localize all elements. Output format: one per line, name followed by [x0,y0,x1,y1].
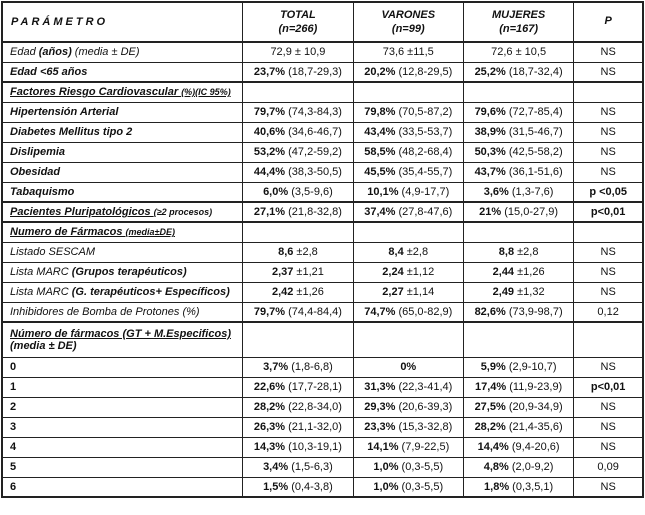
cell-ibp-p: 0,12 [574,302,643,322]
row-label-n6 [2,477,243,497]
cell-farmacos-gt-section-varones [353,322,463,357]
cell-lista-marc-gt-mujeres [463,262,573,282]
value-main: 40,6% [253,126,286,138]
label-segment: (G. terapéuticos+ Específicos) [71,286,230,298]
cell-farmacos-gt-section-total [243,322,353,357]
cell-hipertension-p: NS [574,102,643,122]
cell-n4-total [243,437,353,457]
label-segment: Edad [10,46,39,59]
row-label-lista-marc-gte [2,282,243,302]
label-segment: (%)(IC 95%) [181,87,231,98]
value-main: 4,8% [483,461,509,473]
cell-n5-mujeres [463,457,573,477]
cell-dislipemia-mujeres [463,142,573,162]
cell-n6-varones [353,477,463,497]
label-segment: 1 [10,381,17,393]
value-ci: ±2,8 [514,246,539,258]
cell-factores-riesgo-section-p [574,82,643,102]
value-main: 17,4% [474,381,507,393]
label-segment: (media ± DE) [71,46,140,59]
cell-edad-menor-65-mujeres [463,62,573,82]
table-row-ibp [2,302,643,322]
col-header-p [574,2,643,42]
value-ci: (73,9-98,7) [505,305,563,318]
cell-n4-varones [353,437,463,457]
value-ci: (0,3,5,1) [509,480,554,493]
value-ci: (22,8-34,0) [285,401,342,413]
value-ci: ±1,14 [403,286,435,298]
value-ci: (21,1-32,0) [285,421,342,433]
cell-diabetes-mujeres [463,122,573,142]
cell-numero-farmacos-section-mujeres [463,222,573,242]
label-segment: 6 [10,480,17,493]
cell-tabaquismo-total [243,182,353,202]
value-ci: (42,5-58,2) [505,146,563,158]
value-ci: 73,6 ±11,5 [382,46,434,59]
cell-obesidad-varones [353,162,463,182]
value-main: 20,2% [364,65,396,78]
value-main: 79,7% [253,305,286,318]
cell-lista-marc-gte-mujeres [463,282,573,302]
cell-diabetes-total [243,122,353,142]
cell-farmacos-gt-section-p [574,322,643,357]
cell-dislipemia-p: NS [574,142,643,162]
cell-tabaquismo-mujeres [463,182,573,202]
row-label-ibp [2,302,243,322]
table-row-tabaquismo [2,182,643,202]
label-segment: Lista MARC [10,286,72,298]
value-ci: (10,3-19,1) [285,441,342,453]
value-ci: (22,3-41,4) [395,381,453,393]
col-header-parametro: PARÁMETRO [2,2,243,42]
cell-obesidad-p: NS [574,162,643,182]
value-ci: (4,9-17,7) [398,185,450,198]
value-ci: (1,8-6,8) [288,361,333,373]
value-main: 50,3% [474,146,506,158]
table-row-n6 [2,477,643,497]
value-main: 79,8% [364,106,396,118]
value-main: 14,3% [253,441,286,453]
cell-ibp-varones [353,302,463,322]
value-main: 3,6% [483,185,509,198]
cell-n0-total [243,357,353,377]
cell-n6-p: NS [574,477,643,497]
value-ci: (18,7-32,4) [505,65,563,78]
value-ci: (35,4-55,7) [395,166,453,178]
value-ci: (0,3-5,5) [398,480,444,493]
row-label-listado-sescam [2,242,243,262]
cell-farmacos-gt-section-mujeres [463,322,573,357]
value-ci: 72,6 ± 10,5 [491,46,547,59]
results-table [1,1,644,498]
table-row-farmacos-gt-section [2,322,643,357]
value-main: 31,3% [364,381,396,393]
value-main: 23,3% [364,421,396,433]
row-label-n1 [2,377,243,397]
cell-edad-menor-65-total [243,62,353,82]
value-main: 14,1% [367,441,399,453]
label-segment: (media±DE) [125,227,175,238]
cell-numero-farmacos-section-p [574,222,643,242]
value-main: 2,24 [382,266,404,278]
cell-numero-farmacos-section-total [243,222,353,242]
value-main: 79,6% [474,106,506,118]
value-ci: 72,9 ± 10,9 [270,46,326,59]
col-header-total [243,2,353,42]
cell-n6-mujeres [463,477,573,497]
label-segment: (Grupos terapéuticos) [71,266,187,278]
row-label-n4 [2,437,243,457]
cell-diabetes-varones [353,122,463,142]
table-row-n0 [2,357,643,377]
label-segment: (≥2 procesos) [153,207,213,217]
value-main: 1,5% [263,480,289,493]
cell-pluripatologicos-varones [353,202,463,222]
value-ci: (65,0-82,9) [395,305,453,318]
value-main: 2,27 [382,286,404,298]
label-segment: Pacientes Pluripatológicos [10,206,154,218]
value-ci: (74,4-84,4) [285,305,342,318]
table-row-n3 [2,417,643,437]
cell-edad-mujeres [463,42,573,62]
value-main: 21% [479,206,502,218]
cell-edad-menor-65-p: NS [574,62,643,82]
value-main: 2,37 [271,266,294,278]
value-ci: (20,9-34,9) [505,401,563,413]
value-ci: (27,8-47,6) [395,206,453,218]
table-row-dislipemia [2,142,643,162]
value-main: 3,4% [263,461,289,473]
row-label-edad [2,42,243,62]
label-segment: Obesidad [10,166,61,178]
row-label-farmacos-gt-section [2,322,243,357]
value-main: 6,0% [263,185,289,198]
cell-n1-total [243,377,353,397]
cell-n2-mujeres [463,397,573,417]
row-label-edad-menor-65 [2,62,243,82]
label-segment: Tabaquismo [10,185,75,198]
value-ci: ±1,12 [403,266,435,278]
cell-edad-total [243,42,353,62]
cell-lista-marc-gt-varones [353,262,463,282]
value-main: 38,9% [474,126,506,138]
cell-lista-marc-gte-varones [353,282,463,302]
value-ci: (47,2-59,2) [285,146,342,158]
value-ci: ±2,8 [293,246,318,258]
value-ci: (7,9-22,5) [398,441,450,453]
cell-pluripatologicos-p: p<0,01 [574,202,643,222]
cell-n1-mujeres [463,377,573,397]
cell-listado-sescam-p: NS [574,242,643,262]
value-ci: (72,7-85,4) [505,106,563,118]
value-ci: (38,3-50,5) [285,166,342,178]
cell-n3-p: NS [574,417,643,437]
table-row-lista-marc-gte [2,282,643,302]
value-main: 14,4% [477,441,509,453]
value-main: 8,4 [388,246,404,258]
table-row-n5 [2,457,643,477]
table-row-n4 [2,437,643,457]
cell-n4-p: NS [574,437,643,457]
value-main: 3,7% [263,361,289,373]
value-main: 25,2% [474,65,506,78]
value-ci: ±1,26 [514,266,545,278]
col-header-total-label: TOTAL [280,9,316,21]
row-label-numero-farmacos-section [2,222,243,242]
label-segment: Inhibidores de Bomba de Protones (%) [10,305,200,318]
row-label-n0 [2,357,243,377]
cell-dislipemia-varones [353,142,463,162]
value-main: 1,0% [373,461,399,473]
label-segment: 2 [10,401,17,413]
cell-ibp-mujeres [463,302,573,322]
cell-tabaquismo-varones [353,182,463,202]
cell-ibp-total [243,302,353,322]
label-segment: 4 [10,441,17,453]
label-segment: Número de fármacos (GT + M.Especificos) [10,327,231,340]
value-ci: (48,2-68,4) [395,146,453,158]
value-ci: (0,3-5,5) [398,461,444,473]
cell-edad-p: NS [574,42,643,62]
label-segment: Diabetes Mellitus tipo 2 [10,126,133,138]
value-ci: ±2,8 [403,246,429,258]
row-label-hipertension [2,102,243,122]
header-row [2,2,643,42]
value-main: 43,4% [364,126,396,138]
cell-lista-marc-gt-total [243,262,353,282]
col-header-p-label: P [604,15,612,27]
value-main: 22,6% [253,381,286,393]
value-ci: (11,9-23,9) [506,381,563,393]
row-label-n2 [2,397,243,417]
value-ci: (15,0-27,9) [501,206,559,218]
value-main: 8,8 [498,246,515,258]
label-segment: Lista MARC [10,266,72,278]
row-label-n3 [2,417,243,437]
value-main: 2,42 [271,286,294,298]
label-segment: (años) [38,46,72,59]
label-segment: Factores Riesgo Cardiovascular [10,86,182,99]
value-main: 45,5% [364,166,396,178]
value-main: 2,44 [492,266,515,278]
cell-factores-riesgo-section-total [243,82,353,102]
value-ci: ±1,21 [293,266,324,278]
value-main: 2,49 [492,286,515,298]
row-label-n5 [2,457,243,477]
cell-n1-varones [353,377,463,397]
table-row-diabetes [2,122,643,142]
value-main: 37,4% [364,206,396,218]
value-ci: (36,1-51,6) [505,166,563,178]
value-main: 5,9% [480,361,506,373]
value-main: 74,7% [364,305,396,318]
table-row-n1 [2,377,643,397]
col-header-varones-label: VARONES [381,9,436,21]
table-row-obesidad [2,162,643,182]
value-main: 10,1% [367,185,399,198]
row-label-factores-riesgo-section [2,82,243,102]
row-label-obesidad [2,162,243,182]
cell-n2-varones [353,397,463,417]
label-segment: 5 [10,461,17,473]
label-segment: 3 [10,421,17,433]
value-main: 26,3% [253,421,286,433]
cell-n5-varones [353,457,463,477]
col-header-mujeres-label: MUJERES [492,9,546,21]
value-ci: (74,3-84,3) [285,106,342,118]
label-segment: 0 [10,361,17,373]
cell-hipertension-mujeres [463,102,573,122]
value-main: 53,2% [253,146,286,158]
value-main: 82,6% [474,305,506,318]
cell-n6-total [243,477,353,497]
value-ci: (9,4-20,6) [508,441,560,453]
row-label-diabetes [2,122,243,142]
label-segment: Edad <65 años [10,65,88,78]
value-ci: (1,3-7,6) [508,185,554,198]
value-main: 58,5% [364,146,396,158]
value-main: 29,3% [364,401,396,413]
value-main: 79,7% [253,106,286,118]
value-ci: (0,4-3,8) [288,480,333,493]
value-main: 27,1% [253,206,286,218]
cell-obesidad-total [243,162,353,182]
value-ci: (1,5-6,3) [288,461,333,473]
cell-n0-mujeres [463,357,573,377]
col-header-mujeres [463,2,573,42]
cell-n3-total [243,417,353,437]
label-segment: Listado SESCAM [10,246,95,258]
cell-factores-riesgo-section-mujeres [463,82,573,102]
value-ci: (18,7-29,3) [285,65,342,78]
table-row-numero-farmacos-section [2,222,643,242]
table-row-lista-marc-gt [2,262,643,282]
col-header-total-n: (n=266) [278,23,318,35]
value-ci: (12,8-29,5) [395,65,453,78]
table-row-hipertension [2,102,643,122]
value-ci: (3,5-9,6) [288,185,333,198]
cell-lista-marc-gte-total [243,282,353,302]
value-main: 0% [400,361,417,373]
cell-tabaquismo-p: p <0,05 [574,182,643,202]
value-main: 28,2% [253,401,286,413]
cell-edad-menor-65-varones [353,62,463,82]
cell-n0-varones [353,357,463,377]
value-ci: (21,4-35,6) [505,421,563,433]
value-main: 1,0% [373,480,399,493]
cell-pluripatologicos-mujeres [463,202,573,222]
cell-hipertension-total [243,102,353,122]
value-main: 1,8% [484,480,510,493]
col-header-varones [353,2,463,42]
table-row-edad-menor-65 [2,62,643,82]
label-segment: (media ± DE) [10,339,77,352]
cell-lista-marc-gte-p: NS [574,282,643,302]
value-main: 27,5% [474,401,506,413]
cell-n1-p: p<0,01 [574,377,643,397]
value-ci: (31,5-46,7) [505,126,563,138]
value-ci: (21,8-32,8) [285,206,342,218]
value-main: 8,6 [278,246,294,258]
table-row-n2 [2,397,643,417]
value-ci: ±1,26 [293,286,324,298]
cell-lista-marc-gt-p: NS [574,262,643,282]
cell-n3-mujeres [463,417,573,437]
cell-n2-total [243,397,353,417]
table-row-pluripatologicos [2,202,643,222]
table-body [2,42,643,497]
cell-n4-mujeres [463,437,573,457]
cell-diabetes-p: NS [574,122,643,142]
value-ci: (15,3-32,8) [395,421,453,433]
cell-listado-sescam-mujeres [463,242,573,262]
value-ci: (70,5-87,2) [395,106,453,118]
cell-numero-farmacos-section-varones [353,222,463,242]
value-ci: ±1,32 [514,286,545,298]
value-main: 23,7% [253,65,286,78]
cell-listado-sescam-varones [353,242,463,262]
cell-factores-riesgo-section-varones [353,82,463,102]
value-ci: (2,9-10,7) [505,361,557,373]
label-segment: Hipertensión Arterial [10,106,119,118]
value-main: 44,4% [253,166,286,178]
cell-n5-total [243,457,353,477]
cell-n2-p: NS [574,397,643,417]
row-label-lista-marc-gt [2,262,243,282]
label-segment: Numero de Fármacos [10,226,126,239]
table-row-edad [2,42,643,62]
cell-edad-varones [353,42,463,62]
cell-hipertension-varones [353,102,463,122]
row-label-tabaquismo [2,182,243,202]
row-label-dislipemia [2,142,243,162]
cell-n0-p: NS [574,357,643,377]
row-label-pluripatologicos [2,202,243,222]
cell-listado-sescam-total [243,242,353,262]
cell-n5-p: 0,09 [574,457,643,477]
cell-obesidad-mujeres [463,162,573,182]
value-ci: (20,6-39,3) [395,401,453,413]
table-row-listado-sescam [2,242,643,262]
col-header-mujeres-n: (n=167) [499,23,539,35]
cell-pluripatologicos-total [243,202,353,222]
col-header-varones-n: (n=99) [391,23,425,35]
value-ci: (33,5-53,7) [395,126,453,138]
value-main: 28,2% [474,421,506,433]
value-ci: (17,7-28,1) [285,381,342,393]
label-segment: Dislipemia [10,146,66,158]
value-ci: (34,6-46,7) [285,126,342,138]
value-ci: (2,0-9,2) [508,461,554,473]
table-row-factores-riesgo-section [2,82,643,102]
cell-dislipemia-total [243,142,353,162]
value-main: 43,7% [474,166,506,178]
cell-n3-varones [353,417,463,437]
